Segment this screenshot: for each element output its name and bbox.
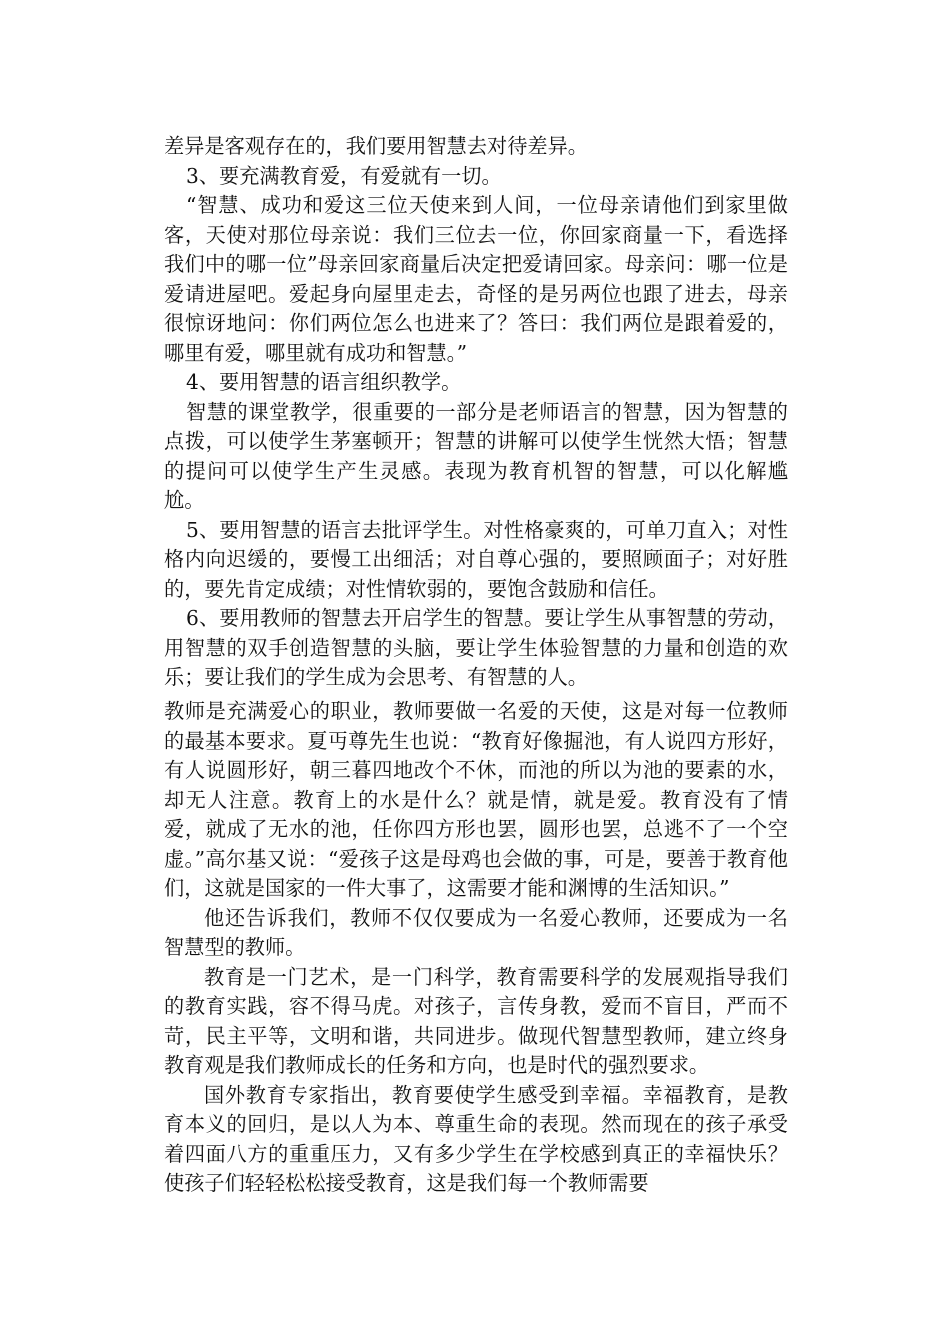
section-2 — [164, 697, 788, 1199]
section-1 — [164, 132, 788, 693]
paragraph-point-5: 5、要用智慧的语言去批评学生。对性格豪爽的，可单刀直入；对性格内向迟缓的，要慢工出细活；对自尊心强的，要照顾面子；对好胜的，要先肯定成绩；对性情软弱的，要饱含鼓励和信任。 — [164, 517, 788, 601]
paragraph-angels-story: “智慧、成功和爱这三位天使来到人间，一位母亲请他们到家里做客，天使对那位母亲说：我们三位去一位，你回家商量一下，看选择我们中的哪一位”母亲回家商量后决定把爱请回家。母亲问：哪一位是爱请进屋吧。爱起身向屋里走去，奇怪的是另两位也跟了进去，母亲很惊讶地问：你们两位怎么也进来了？答曰：我们两位是跟着爱的，哪里有爱，哪里就有成功和智慧。” — [164, 193, 788, 365]
paragraph-happy-education: 国外教育专家指出，教育要使学生感受到幸福。幸福教育，是教育本义的回归，是以人为本、尊重生命的表现。然而现在的孩子承受着四面八方的重重压力，又有多少学生在学校感到真正的幸福快乐？使孩子们轻轻松松接受教育，这是我们每一个教师需要 — [164, 1082, 788, 1195]
paragraph-wise-teaching: 智慧的课堂教学，很重要的一部分是老师语言的智慧，因为智慧的点拨，可以使学生茅塞顿开；智慧的讲解可以使学生恍然大悟；智慧的提问可以使学生产生灵感。表现为教育机智的智慧，可以化解尴尬。 — [164, 399, 788, 512]
paragraph-wise-teacher: 他还告诉我们，教师不仅仅要成为一名爱心教师，还要成为一名智慧型的教师。 — [164, 905, 788, 959]
heading-point-3: 3、要充满教育爱，有爱就有一切。 — [186, 163, 502, 188]
heading-point-4: 4、要用智慧的语言组织教学。 — [186, 370, 462, 394]
paragraph-teacher-love: 教师是充满爱心的职业，教师要做一名爱的天使，这是对每一位教师的最基本要求。夏丏尊先生也说：“教育好像掘池，有人说四方形好，有人说圆形好，朝三暮四地改个不休，而池的所以为池的要素的水，却无人注意。教育上的水是什么？就是情，就是爱。教育没有了情爱，就成了无水的池，任你四方形也罢，圆形也罢，总逃不了一个空虚。”高尔基又说：“爱孩子这是母鸡也会做的事，可是，要善于教育他们，这就是国家的一件大事了，这需要才能和渊博的生活知识。” — [164, 699, 788, 900]
paragraph-difference: 差异是客观存在的，我们要用智慧去对待差异。 — [164, 134, 588, 158]
paragraph-point-6: 6、要用教师的智慧去开启学生的智慧。要让学生从事智慧的劳动，用智慧的双手创造智慧的头脑，要让学生体验智慧的力量和创造的欢乐；要让我们的学生成为会思考、有智慧的人。 — [164, 606, 788, 689]
paragraph-education-art: 教育是一门艺术，是一门科学，教育需要科学的发展观指导我们的教育实践，容不得马虎。对孩子，言传身教，爱而不盲目，严而不苛，民主平等，文明和谐，共同进步。做现代智慧型教师，建立终身教育观是我们教师成长的任务和方向，也是时代的强烈要求。 — [164, 964, 788, 1077]
